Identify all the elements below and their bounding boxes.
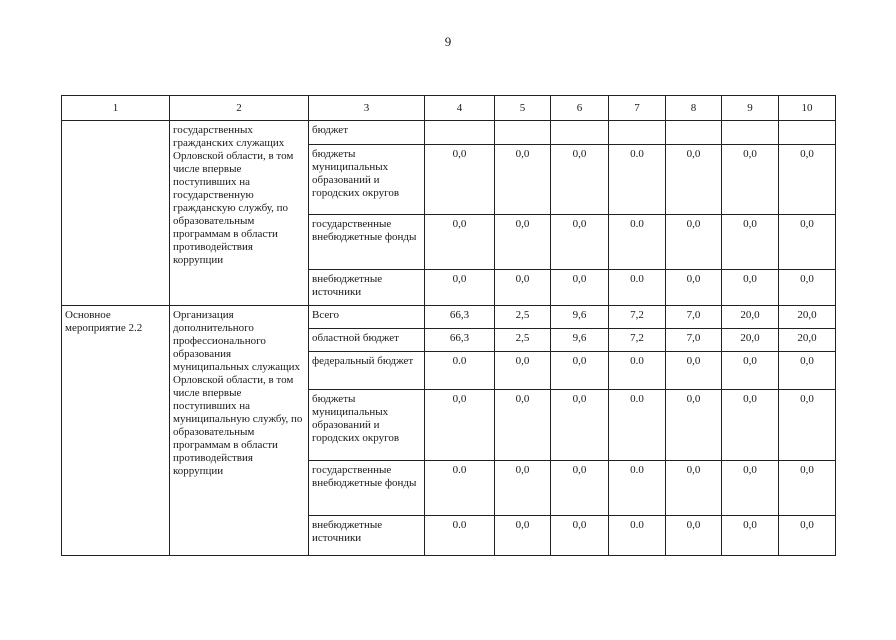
value-cell: 0,0 bbox=[495, 270, 551, 306]
value-cell: 20,0 bbox=[779, 329, 836, 352]
funding-source-cell: бюджеты муниципальных образований и городских округов bbox=[309, 145, 425, 215]
value-cell: 0,0 bbox=[722, 270, 779, 306]
funding-source-cell: бюджеты муниципальных образований и городских округов bbox=[309, 390, 425, 461]
value-cell: 0,0 bbox=[666, 390, 722, 461]
value-cell: 0,0 bbox=[666, 270, 722, 306]
header-cell: 1 bbox=[62, 96, 170, 121]
value-cell bbox=[779, 121, 836, 145]
value-cell: 0,0 bbox=[551, 145, 609, 215]
value-cell: 0,0 bbox=[722, 145, 779, 215]
header-cell: 10 bbox=[779, 96, 836, 121]
funding-source-cell: внебюджетные источники bbox=[309, 516, 425, 556]
value-cell: 0,0 bbox=[779, 390, 836, 461]
value-cell: 0,0 bbox=[779, 270, 836, 306]
value-cell: 0,0 bbox=[722, 352, 779, 390]
value-cell bbox=[495, 121, 551, 145]
value-cell: 0.0 bbox=[609, 215, 666, 270]
value-cell bbox=[609, 121, 666, 145]
activity-name-cell: Основное мероприятие 2.2 bbox=[62, 306, 170, 556]
value-cell: 0,0 bbox=[779, 145, 836, 215]
value-cell: 0,0 bbox=[495, 516, 551, 556]
value-cell: 0.0 bbox=[609, 461, 666, 516]
value-cell: 0,0 bbox=[425, 215, 495, 270]
value-cell bbox=[551, 121, 609, 145]
value-cell: 7,2 bbox=[609, 329, 666, 352]
value-cell: 0.0 bbox=[609, 145, 666, 215]
value-cell: 0,0 bbox=[666, 215, 722, 270]
value-cell: 0,0 bbox=[779, 215, 836, 270]
value-cell: 7,0 bbox=[666, 306, 722, 329]
value-cell: 0,0 bbox=[425, 145, 495, 215]
header-cell: 6 bbox=[551, 96, 609, 121]
value-cell: 20,0 bbox=[722, 329, 779, 352]
table-row bbox=[62, 306, 836, 329]
value-cell: 0.0 bbox=[609, 352, 666, 390]
value-cell: 0.0 bbox=[609, 390, 666, 461]
header-row bbox=[62, 96, 836, 121]
header-cell: 7 bbox=[609, 96, 666, 121]
funding-source-cell: федеральный бюджет bbox=[309, 352, 425, 390]
block1-body bbox=[62, 121, 836, 306]
header-cell: 5 bbox=[495, 96, 551, 121]
block2-body bbox=[62, 306, 836, 556]
value-cell: 0,0 bbox=[551, 352, 609, 390]
funding-source-cell: областной бюджет bbox=[309, 329, 425, 352]
header-cell: 2 bbox=[170, 96, 309, 121]
value-cell: 0,0 bbox=[495, 461, 551, 516]
value-cell: 66,3 bbox=[425, 329, 495, 352]
activity-description-cell: государственных гражданских служащих Орловской области, в том числе впервые поступивших на государственную гражданскую службу, по образовательным программам в области противодействия коррупции bbox=[170, 121, 309, 306]
header-cell: 9 bbox=[722, 96, 779, 121]
value-cell: 0.0 bbox=[425, 461, 495, 516]
value-cell bbox=[666, 121, 722, 145]
value-cell bbox=[722, 121, 779, 145]
value-cell: 66,3 bbox=[425, 306, 495, 329]
value-cell: 0,0 bbox=[495, 145, 551, 215]
value-cell: 0,0 bbox=[666, 352, 722, 390]
value-cell: 0,0 bbox=[425, 390, 495, 461]
value-cell: 0,0 bbox=[495, 390, 551, 461]
value-cell: 9,6 bbox=[551, 329, 609, 352]
page-number: 9 bbox=[444, 34, 452, 49]
value-cell: 0,0 bbox=[666, 516, 722, 556]
funding-table bbox=[61, 95, 836, 556]
value-cell: 20,0 bbox=[779, 306, 836, 329]
value-cell: 0,0 bbox=[551, 461, 609, 516]
funding-source-cell: государственные внебюджетные фонды bbox=[309, 215, 425, 270]
value-cell: 9,6 bbox=[551, 306, 609, 329]
value-cell: 0,0 bbox=[722, 390, 779, 461]
value-cell: 0,0 bbox=[722, 215, 779, 270]
value-cell: 0.0 bbox=[425, 516, 495, 556]
value-cell: 0,0 bbox=[779, 461, 836, 516]
activity-name-cell bbox=[62, 121, 170, 306]
value-cell: 7,0 bbox=[666, 329, 722, 352]
value-cell: 0.0 bbox=[609, 516, 666, 556]
value-cell: 0.0 bbox=[425, 352, 495, 390]
value-cell: 0,0 bbox=[425, 270, 495, 306]
value-cell: 20,0 bbox=[722, 306, 779, 329]
funding-source-cell: бюджет bbox=[309, 121, 425, 145]
table-row bbox=[62, 121, 836, 145]
value-cell: 0,0 bbox=[551, 215, 609, 270]
value-cell: 0.0 bbox=[609, 270, 666, 306]
funding-source-cell: государственные внебюджетные фонды bbox=[309, 461, 425, 516]
value-cell: 0,0 bbox=[551, 516, 609, 556]
value-cell: 0,0 bbox=[551, 270, 609, 306]
value-cell: 0,0 bbox=[666, 145, 722, 215]
value-cell: 0,0 bbox=[495, 352, 551, 390]
value-cell: 0,0 bbox=[779, 352, 836, 390]
funding-source-cell: внебюджетные источники bbox=[309, 270, 425, 306]
value-cell: 0,0 bbox=[495, 215, 551, 270]
header-cell: 3 bbox=[309, 96, 425, 121]
header-cell: 8 bbox=[666, 96, 722, 121]
funding-source-cell: Всего bbox=[309, 306, 425, 329]
activity-description-cell: Организация дополнительного профессионального образования муниципальных служащих Орловской области, в том числе впервые поступивших на муниципальную службу, по образовательным программам в области противодействия коррупции bbox=[170, 306, 309, 556]
value-cell: 0,0 bbox=[551, 390, 609, 461]
value-cell: 7,2 bbox=[609, 306, 666, 329]
value-cell: 0,0 bbox=[722, 461, 779, 516]
value-cell: 0,0 bbox=[779, 516, 836, 556]
value-cell bbox=[425, 121, 495, 145]
header-cell: 4 bbox=[425, 96, 495, 121]
value-cell: 2,5 bbox=[495, 329, 551, 352]
value-cell: 0,0 bbox=[722, 516, 779, 556]
value-cell: 2,5 bbox=[495, 306, 551, 329]
value-cell: 0,0 bbox=[666, 461, 722, 516]
